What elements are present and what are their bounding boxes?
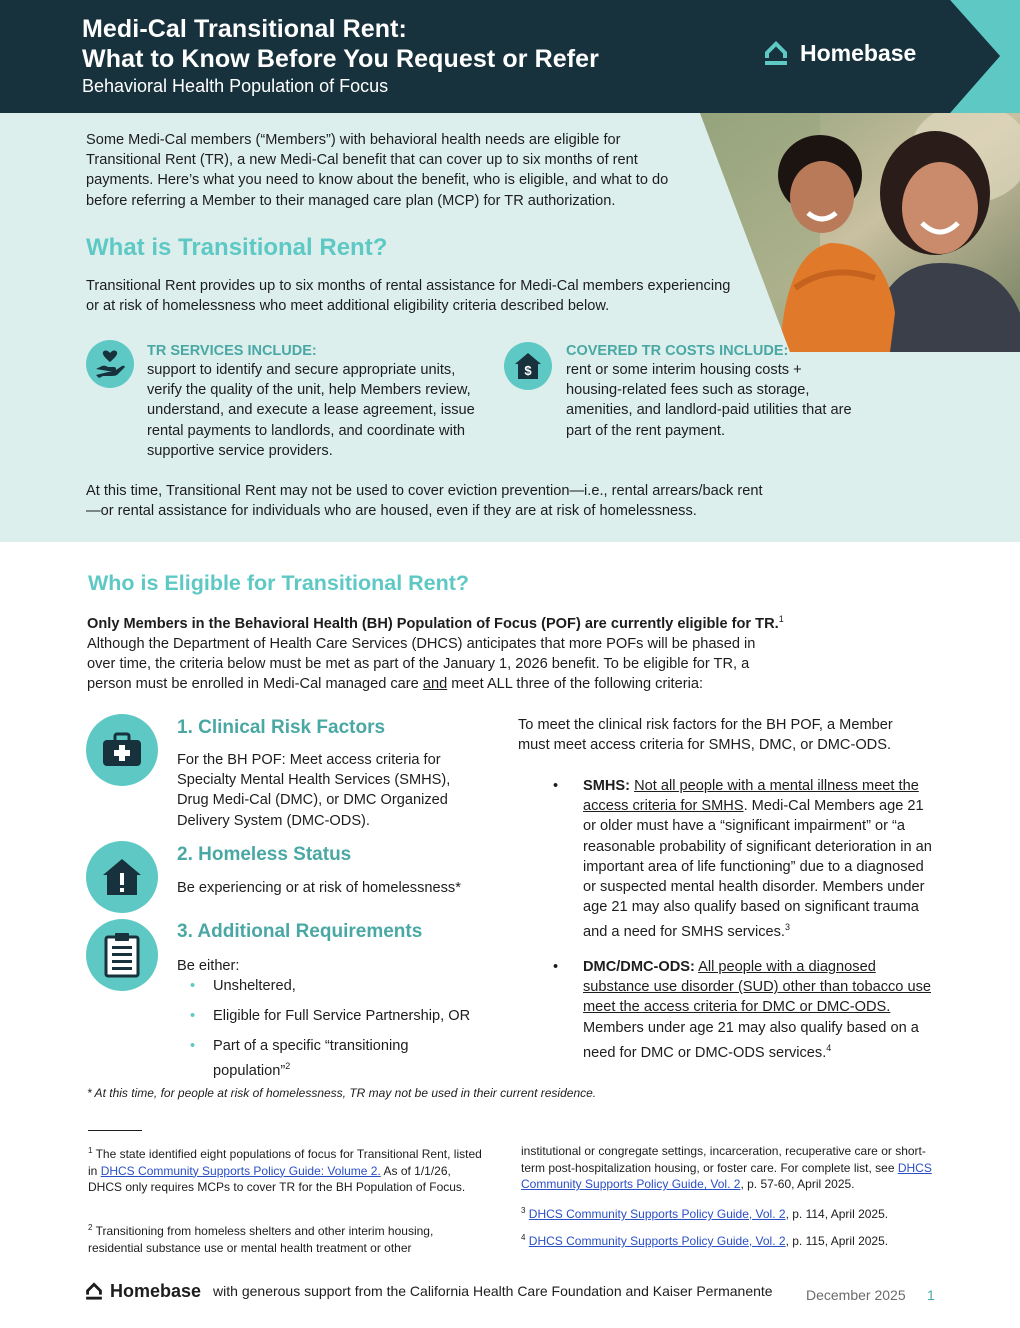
footnote-1-text-a: The state identified eight populations of focus for Transitional Rent, listed in	[88, 1147, 482, 1178]
header-accent-shape	[930, 0, 1020, 113]
criterion-3-block	[177, 956, 487, 1081]
eligible-sup-1: 1	[778, 614, 784, 624]
header-logo	[762, 38, 916, 68]
footer-support: with generous support from the California Health Care Foundation and Kaiser Permanente	[213, 1283, 773, 1299]
footnote-3-end: , p. 114, April 2025.	[785, 1207, 889, 1221]
homebase-logo-icon	[762, 38, 790, 68]
footnote-divider	[88, 1130, 142, 1131]
requirements-circle	[86, 919, 158, 991]
eligible-para-part1: Although the Department of Health Care Services (DHCS) anticipates that more POFs will be phased in over time, the criteria below must be met as part of the January 1, 2026 benefit. To be eligible for TR, a person must be enrolled in Medi-Cal managed care	[87, 636, 756, 693]
criterion-3-title: 3. Additional Requirements	[177, 921, 423, 942]
medical-kit-icon	[101, 732, 143, 768]
footnote-2	[88, 1220, 468, 1256]
header-banner	[0, 0, 1020, 113]
footnote-2-text: Transitioning from homeless shelters and other interim housing, residential substance use or mental health treatment or other	[88, 1224, 434, 1255]
footnote-3	[521, 1203, 941, 1223]
costs-label: COVERED TR COSTS INCLUDE:	[566, 343, 789, 359]
services-label: TR SERVICES INCLUDE:	[147, 343, 317, 359]
criterion-1-text: For the BH POF: Meet access criteria for Specialty Mental Health Services (SMHS), Drug Medi-Cal (DMC), or DMC Organized Delivery System (DMC-ODS).	[177, 752, 451, 829]
header-logo-text: Homebase	[800, 39, 917, 66]
house-alert-icon	[101, 857, 143, 897]
clinical-circle	[86, 714, 158, 786]
footnote-1	[88, 1143, 488, 1196]
list-item: • Eligible for Full Service Partnership, OR	[190, 1008, 471, 1025]
clinical-intro: To meet the clinical risk factors for the BH POF, a Member must meet access criteria for SMHS, DMC, or DMC-ODS.	[518, 717, 893, 754]
footnote-4-end: , p. 115, April 2025.	[785, 1234, 889, 1248]
eligible-heading: Who is Eligible for Transitional Rent?	[88, 571, 470, 595]
footer-logo-text: Homebase	[110, 1280, 202, 1301]
dmc-item: • DMC/DMC-ODS: All people with a diagnosed substance use disorder (SUD) other than tobacco use meet the access criteria for DMC or DMC-ODS. Members under age 21 may also qualify based on a need for DMC or DMC-ODS services.$^4$	[553, 959, 932, 1061]
footnote-4-number: 4	[521, 1233, 526, 1242]
eligible-para-part2: meet ALL three of the following criteria:	[447, 676, 703, 693]
homeless-circle	[86, 841, 158, 913]
eligible-intro	[87, 609, 787, 695]
footer-date: December 2025	[806, 1287, 906, 1303]
footnote-2-cont-text: institutional or congregate settings, incarceration, recuperative care or short-term post-hospitalization housing, or foster care. For complete list, see	[521, 1144, 926, 1175]
requirement-3-sup: 2	[285, 1061, 291, 1072]
requirements-list	[177, 976, 487, 1081]
page-number: 1	[927, 1287, 935, 1303]
smhs-underline: Not all people with a mental illness meet the access criteria for SMHS	[583, 778, 919, 815]
page-subtitle: Behavioral Health Population of Focus	[82, 76, 389, 96]
requirement-2: Eligible for Full Service Partnership, OR	[213, 1008, 471, 1025]
criterion-3-text: Be either:	[177, 958, 240, 974]
title-line-1: Medi-Cal Transitional Rent:	[82, 15, 407, 43]
eligible-para-and: and	[422, 676, 448, 693]
svg-text:$: $	[524, 363, 532, 378]
costs-text: rent or some interim housing costs + housing-related fees such as storage, amenities, and landlord-paid utilities that are part of the rent payment.	[566, 362, 852, 439]
footnote-4-link[interactable]: DHCS Community Supports Policy Guide, Vol. 2	[528, 1234, 786, 1248]
dmc-label: DMC/DMC-ODS:	[583, 959, 695, 975]
footnote-3-number: 3	[521, 1206, 526, 1215]
eligible-bold-line: Only Members in the Behavioral Health (BH) Population of Focus (POF) are currently eligible for TR.	[87, 615, 779, 632]
house-dollar-icon	[513, 351, 543, 381]
dmc-underline: All people with a diagnosed substance use disorder (SUD) other than tobacco use meet the access criteria for DMC or DMC-ODS.	[583, 959, 932, 1016]
hand-heart-icon	[93, 349, 127, 379]
footnote-3-link[interactable]: DHCS Community Supports Policy Guide, Vol. 2	[528, 1207, 786, 1221]
footnote-1-text-b: As of 1/1/26, DHCS only requires MCPs to cover TR for the BH Population of Focus.	[88, 1163, 466, 1195]
footnote-2-end: , p. 57-60, April 2025.	[740, 1177, 855, 1192]
footnote-2-continued	[521, 1143, 941, 1193]
page-title	[82, 14, 599, 74]
list-item: • Unsheltered,	[190, 978, 296, 995]
title-line-2: What to Know Before You Request or Refer	[82, 45, 600, 73]
footnote-4	[521, 1230, 941, 1250]
family-photo	[700, 113, 1020, 352]
footnote-2-link[interactable]: DHCS Community Supports Policy Guide, Vol. 2	[521, 1160, 932, 1192]
smhs-text: . Medi-Cal Members age 21 or older must have a “significant impairment” or “a reasonable probability of significant deterioration in an important area of life functioning” due to a diagnosed or suspected mental health disorder. Members under age 21 may also qualify based on significant trauma and a need for SMHS services.	[583, 798, 932, 941]
dmc-sup: 4	[826, 1042, 832, 1053]
clipboard-icon	[103, 932, 141, 978]
requirement-3: Part of a specific “transitioning population”	[213, 1038, 409, 1080]
intro-paragraph: Some Medi-Cal members (“Members”) with behavioral health needs are eligible for Transitional Rent (TR), a new Medi-Cal benefit that can cover up to six months of rent payments. Here’s what you need to know about the benefit, who is eligible, and what to do before referring a Member to their managed care plan (MCP) for TR authorization.	[86, 132, 669, 209]
criterion-1-title: 1. Clinical Risk Factors	[177, 717, 386, 738]
services-text: support to identify and secure appropriate units, verify the quality of the unit, help Members review, understand, and execute a lease agreement, issue rental payments to landlords, and coordinate with supportive service providers.	[147, 362, 475, 459]
smhs-item: • SMHS: Not all people with a mental illness meet the access criteria for SMHS. Medi-Cal Members age 21 or older must have a “significant impairment” or “a reasonable probability of significant deterioration in an important area of life functioning” due to a diagnosed or suspected mental health disorder. Members under age 21 may also qualify based on significant trauma and a need for SMHS services.$^3$	[553, 778, 932, 941]
criterion-2-text: Be experiencing or at risk of homelessness*	[177, 880, 461, 896]
costs-block	[566, 343, 856, 441]
list-item: • Part of a specific “transitioning population”$^2$	[190, 1038, 409, 1080]
asterisk-note: * At this time, for people at risk of homelessness, TR may not be used in their current residence.	[87, 1086, 597, 1100]
footer-logo-icon	[84, 1280, 104, 1302]
requirement-1: Unsheltered,	[213, 978, 296, 995]
eviction-note: At this time, Transitional Rent may not be used to cover eviction prevention—i.e., rental arrears/back rent—or rental assistance for individuals who are housed, even if they are at risk of homelessness.	[86, 483, 763, 520]
smhs-sup: 3	[784, 922, 790, 933]
costs-circle	[504, 342, 552, 390]
dmc-text: Members under age 21 may also qualify based on a need for DMC or DMC-ODS services.	[583, 1019, 919, 1061]
footnote-2-number: 2	[88, 1223, 93, 1232]
services-block	[147, 343, 492, 461]
smhs-label: SMHS:	[583, 778, 631, 794]
criterion-2-title: 2. Homeless Status	[177, 844, 352, 865]
footnote-1-number: 1	[88, 1146, 93, 1155]
what-is-paragraph: Transitional Rent provides up to six months of rental assistance for Medi-Cal members experiencing or at risk of homelessness who meet additional eligibility criteria described below.	[86, 278, 731, 315]
what-is-heading: What is Transitional Rent?	[86, 234, 388, 261]
footnote-1-link[interactable]: DHCS Community Supports Policy Guide: Volume 2.	[100, 1163, 381, 1178]
footer	[84, 1280, 773, 1302]
services-circle	[86, 340, 134, 388]
